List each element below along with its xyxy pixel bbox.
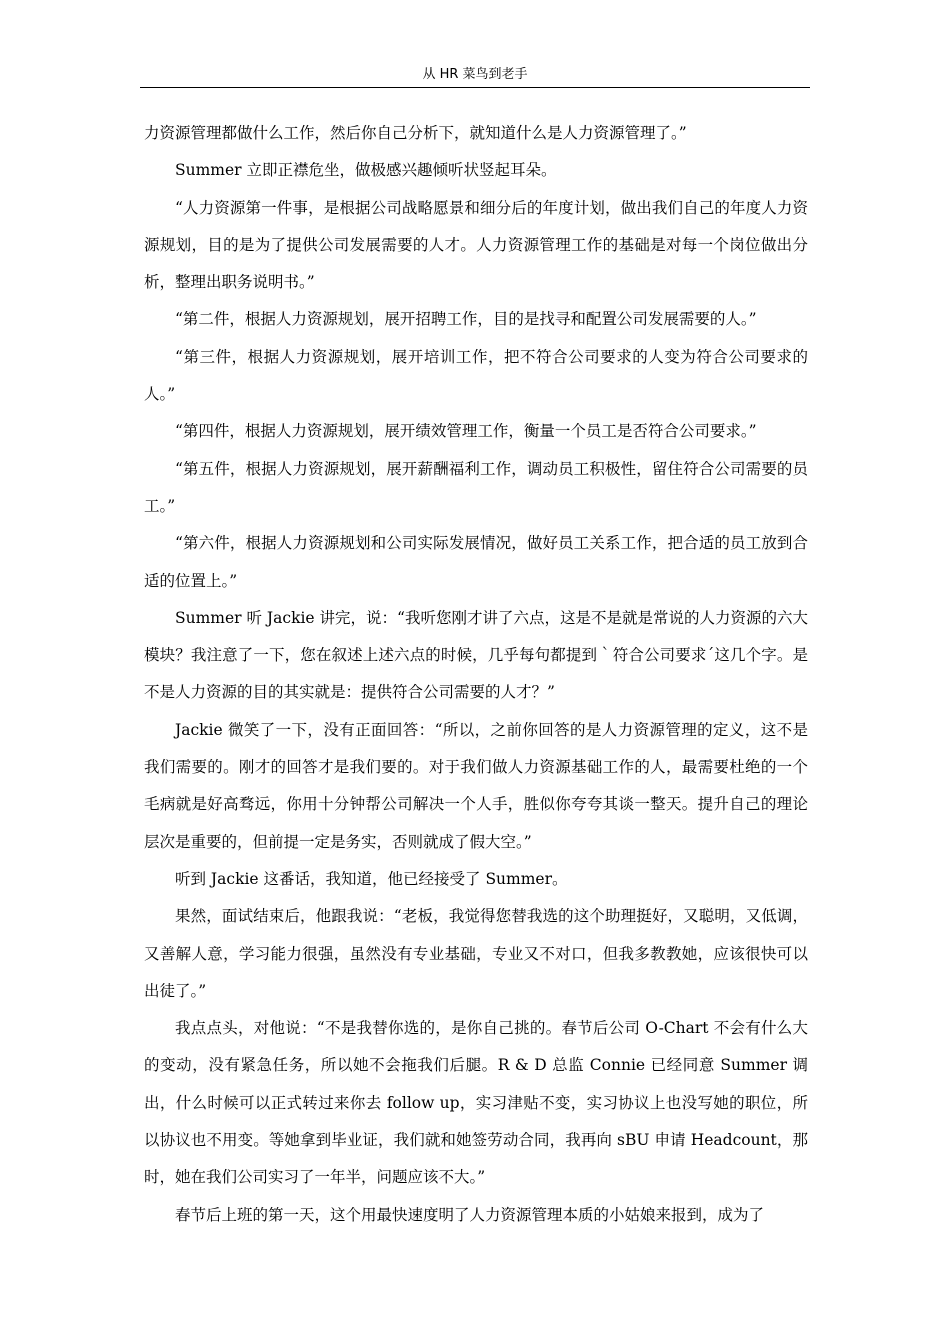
paragraph: “第五件，根据人力资源规划，展开薪酬福利工作，调动员工积极性，留住符合公司需要的员工。” xyxy=(144,459,808,515)
paragraph: Summer 立即正襟危坐，做极感兴趣倾听状竖起耳朵。 xyxy=(175,161,557,180)
paragraph: 春节后上班的第一天，这个用最快速度明了人力资源管理本质的小姑娘来报到，成为了 xyxy=(175,1205,765,1224)
paragraph: Summer 听 Jackie 讲完，说：“我听您刚才讲了六点，这是不是就是常说的人力资源的六大模块？我注意了一下，您在叙述上述六点的时候，几乎每句都提到｀符合公司要求´这几个字。是不是人力资源的目的其实就是：提供符合公司需要的人才？” xyxy=(144,608,808,702)
page-header: 从 HR 菜鸟到老手 xyxy=(422,67,528,82)
header-rule xyxy=(140,87,810,88)
paragraph: “第三件，根据人力资源规划，展开培训工作，把不符合公司要求的人变为符合公司要求的人。” xyxy=(144,347,808,404)
paragraph: 我点点头，对他说：“不是我替你选的，是你自己挑的。春节后公司 O-Chart 不会有什么大的变动，没有紧急任务，所以她不会拖我们后腿。R & D 总监 Connie 已经同意 Summer 调出，什么时候可以正式转过来你去 follow up，实习津贴不变，实习协议上也没写她的职位，所以协议也不用变。等她拿到毕业证，我们就和她签劳动合同，我再向 sBU 申请 Headcount，那时，她在我们公司实习了一年半，问题应该不大。” xyxy=(144,1019,808,1187)
paragraph: “第四件，根据人力资源规划，展开绩效管理工作，衡量一个员工是否符合公司要求。” xyxy=(175,422,757,441)
document-body xyxy=(144,115,808,1234)
paragraph: 力资源管理都做什么工作，然后你自己分析下，就知道什么是人力资源管理了。” xyxy=(144,124,687,142)
paragraph: “第二件，根据人力资源规划，展开招聘工作，目的是找寻和配置公司发展需要的人。” xyxy=(175,310,757,329)
paragraph: 果然，面试结束后，他跟我说：“老板，我觉得您替我选的这个助理挺好，又聪明，又低调，又善解人意，学习能力很强，虽然没有专业基础，专业又不对口，但我多教教她，应该很快可以出徒了。” xyxy=(144,907,808,1000)
paragraph: 听到 Jackie 这番话，我知道，他已经接受了 Summer。 xyxy=(175,869,568,888)
paragraph: “第六件，根据人力资源规划和公司实际发展情况，做好员工关系工作，把合适的员工放到合适的位置上。” xyxy=(144,534,808,590)
paragraph: Jackie 微笑了一下，没有正面回答：“所以，之前你回答的是人力资源管理的定义，这不是我们需要的。刚才的回答才是我们要的。对于我们做人力资源基础工作的人，最需要杜绝的一个毛病就是好高骛远，你用十分钟帮公司解决一个人手，胜似你夸夸其谈一整天。提升自己的理论层次是重要的，但前提一定是务实，否则就成了假大空。” xyxy=(144,720,808,851)
paragraph: “人力资源第一件事，是根据公司战略愿景和细分后的年度计划，做出我们自己的年度人力资源规划，目的是为了提供公司发展需要的人才。人力资源管理工作的基础是对每一个岗位做出分析，整理出职务说明书。” xyxy=(144,198,808,292)
